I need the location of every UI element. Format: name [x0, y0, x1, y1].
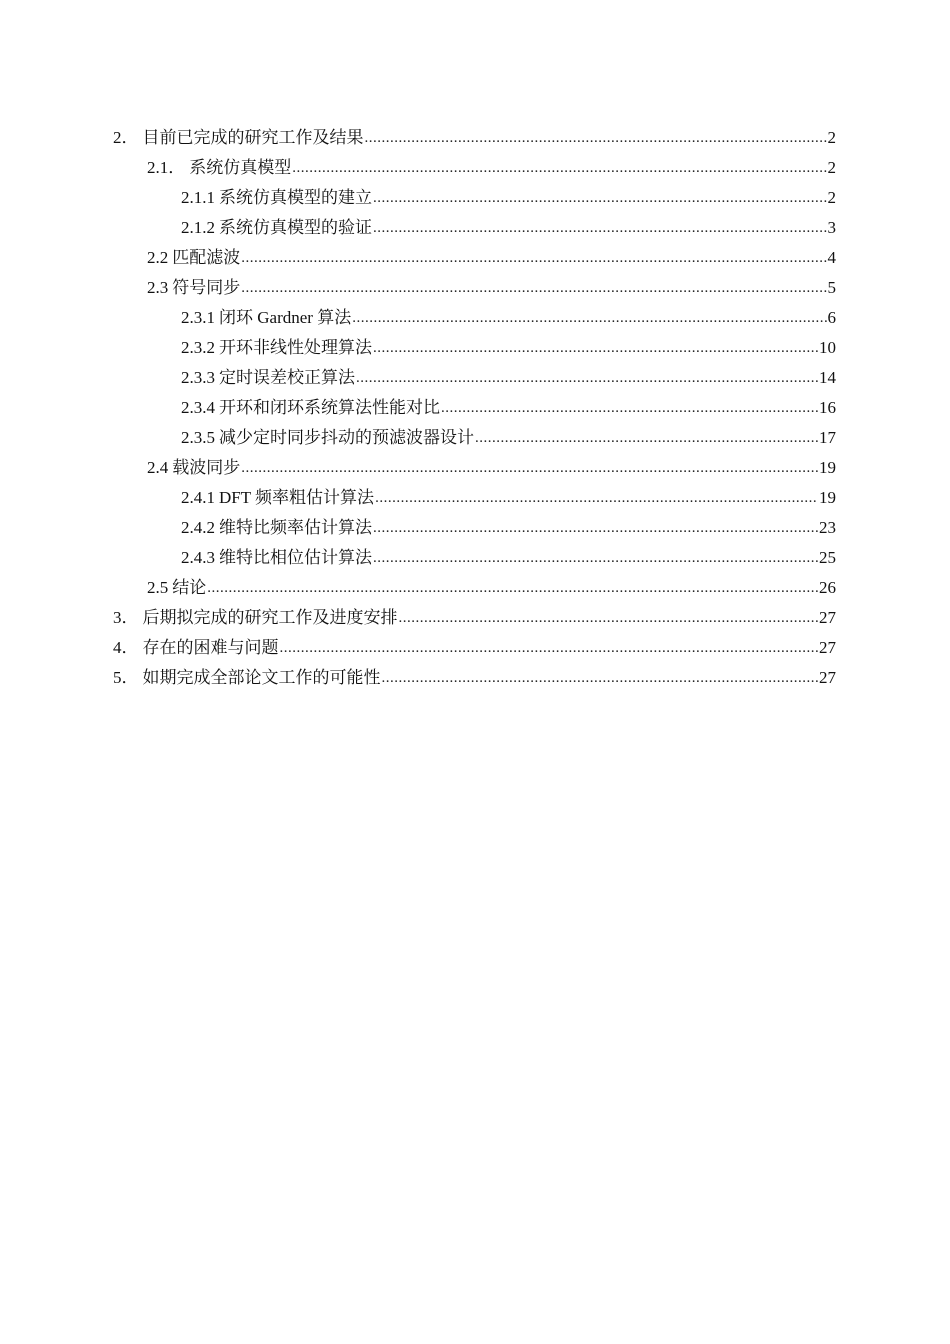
toc-dot-leader — [382, 662, 819, 692]
toc-entry-title: 存在的困难与问题 — [142, 638, 279, 657]
toc-dot-leader — [373, 212, 827, 242]
toc-entry-page: 19 — [819, 488, 836, 507]
toc-entry-page: 23 — [819, 518, 836, 537]
toc-entry-number: 2.1.1 — [181, 188, 215, 207]
toc-entry-title: 减少定时同步抖动的预滤波器设计 — [219, 428, 474, 447]
toc-entry-page: 2 — [827, 158, 836, 177]
toc-entry[interactable] — [0, 633, 950, 663]
toc-entry-title: 闭环 Gardner 算法 — [219, 308, 352, 327]
toc-entry-title: 开环和闭环系统算法性能对比 — [219, 398, 440, 417]
toc-entry-page: 4 — [827, 248, 836, 267]
toc-entry[interactable] — [0, 393, 950, 423]
toc-entry-number: 2.3.5 — [181, 428, 215, 447]
toc-entry[interactable] — [0, 273, 950, 303]
toc-entry[interactable] — [0, 363, 950, 393]
toc-entry-title: 匹配滤波 — [172, 248, 241, 267]
toc-dot-leader — [373, 512, 818, 542]
toc-entry-page: 27 — [819, 638, 836, 657]
toc-entry-number: 2.3.3 — [181, 368, 215, 387]
toc-entry[interactable] — [0, 513, 950, 543]
toc-entry[interactable] — [0, 573, 950, 603]
toc-entry[interactable] — [0, 153, 950, 183]
toc-entry[interactable] — [0, 213, 950, 243]
toc-entry-number: 2.1.2 — [181, 218, 215, 237]
toc-entry-number: 2． — [113, 128, 139, 147]
toc-entry[interactable] — [0, 333, 950, 363]
toc-entry[interactable] — [0, 183, 950, 213]
toc-entry-number: 2.4 — [147, 458, 169, 477]
toc-entry[interactable] — [0, 423, 950, 453]
toc-entry-number: 2.2 — [147, 248, 169, 267]
toc-entry[interactable] — [0, 663, 950, 693]
toc-entry-number: 3． — [113, 608, 139, 627]
toc-entry-page: 5 — [827, 278, 836, 297]
toc-entry-title: 定时误差校正算法 — [219, 368, 355, 387]
toc-entry-page: 10 — [819, 338, 836, 357]
toc-entry-title: 维特比相位估计算法 — [219, 548, 372, 567]
toc-dot-leader — [475, 422, 818, 452]
toc-entry-title: 结论 — [172, 578, 207, 597]
toc-entry-number: 2.3.1 — [181, 308, 215, 327]
toc-entry-page: 2 — [827, 128, 836, 147]
toc-entry-number: 4． — [113, 638, 139, 657]
toc-entry-title: 开环非线性处理算法 — [219, 338, 372, 357]
toc-entry-page: 17 — [819, 428, 836, 447]
toc-entry[interactable] — [0, 603, 950, 633]
toc-entry-title: 系统仿真模型 — [189, 158, 292, 177]
toc-entry[interactable] — [0, 543, 950, 573]
toc-entry-page: 14 — [819, 368, 836, 387]
toc-entry-number: 2.5 — [147, 578, 169, 597]
toc-dot-leader — [356, 362, 818, 392]
toc-dot-leader — [280, 632, 819, 662]
toc-entry-number: 5． — [113, 668, 139, 687]
toc-dot-leader — [352, 302, 826, 332]
toc-dot-leader — [399, 602, 819, 632]
toc-dot-leader — [375, 482, 818, 512]
toc-dot-leader — [292, 152, 826, 182]
toc-entry[interactable] — [0, 303, 950, 333]
toc-entry-number: 2.4.1 — [181, 488, 215, 507]
toc-entry-title: DFT 频率粗估计算法 — [219, 488, 375, 507]
toc-entry-title: 载波同步 — [172, 458, 241, 477]
toc-entry-number: 2.4.2 — [181, 518, 215, 537]
toc-dot-leader — [241, 452, 818, 482]
toc-entry-page: 3 — [827, 218, 836, 237]
toc-entry-page: 26 — [819, 578, 836, 597]
toc-entry-title: 符号同步 — [172, 278, 241, 297]
toc-entry-page: 2 — [827, 188, 836, 207]
toc-entry-number: 2.3.4 — [181, 398, 215, 417]
toc-dot-leader — [241, 242, 826, 272]
toc-entry-title: 如期完成全部论文工作的可能性 — [142, 668, 381, 687]
toc-entry-number: 2.1． — [147, 158, 186, 177]
toc-dot-leader — [207, 572, 818, 602]
toc-entry-page: 25 — [819, 548, 836, 567]
toc-entry-number: 2.3.2 — [181, 338, 215, 357]
toc-dot-leader — [241, 272, 826, 302]
toc-entry-page: 27 — [819, 608, 836, 627]
toc-entry[interactable] — [0, 483, 950, 513]
toc-entry-number: 2.4.3 — [181, 548, 215, 567]
toc-entry-page: 19 — [819, 458, 836, 477]
toc-entry-title: 维特比频率估计算法 — [219, 518, 372, 537]
toc-entry-page: 6 — [827, 308, 836, 327]
toc-entry-title: 系统仿真模型的验证 — [219, 218, 372, 237]
toc-entry-title: 后期拟完成的研究工作及进度安排 — [142, 608, 398, 627]
toc-dot-leader — [365, 122, 827, 152]
toc-entry-number: 2.3 — [147, 278, 169, 297]
toc-entry[interactable] — [0, 243, 950, 273]
toc-entry-page: 16 — [819, 398, 836, 417]
toc-dot-leader — [373, 542, 818, 572]
toc-entry-title: 系统仿真模型的建立 — [219, 188, 372, 207]
toc-entry[interactable] — [0, 453, 950, 483]
toc-dot-leader — [373, 182, 827, 212]
toc-dot-leader — [373, 332, 818, 362]
toc-dot-leader — [441, 392, 818, 422]
toc-entry-page: 27 — [819, 668, 836, 687]
toc-entry[interactable] — [0, 123, 950, 153]
table-of-contents — [0, 123, 950, 693]
toc-entry-title: 目前已完成的研究工作及结果 — [142, 128, 364, 147]
